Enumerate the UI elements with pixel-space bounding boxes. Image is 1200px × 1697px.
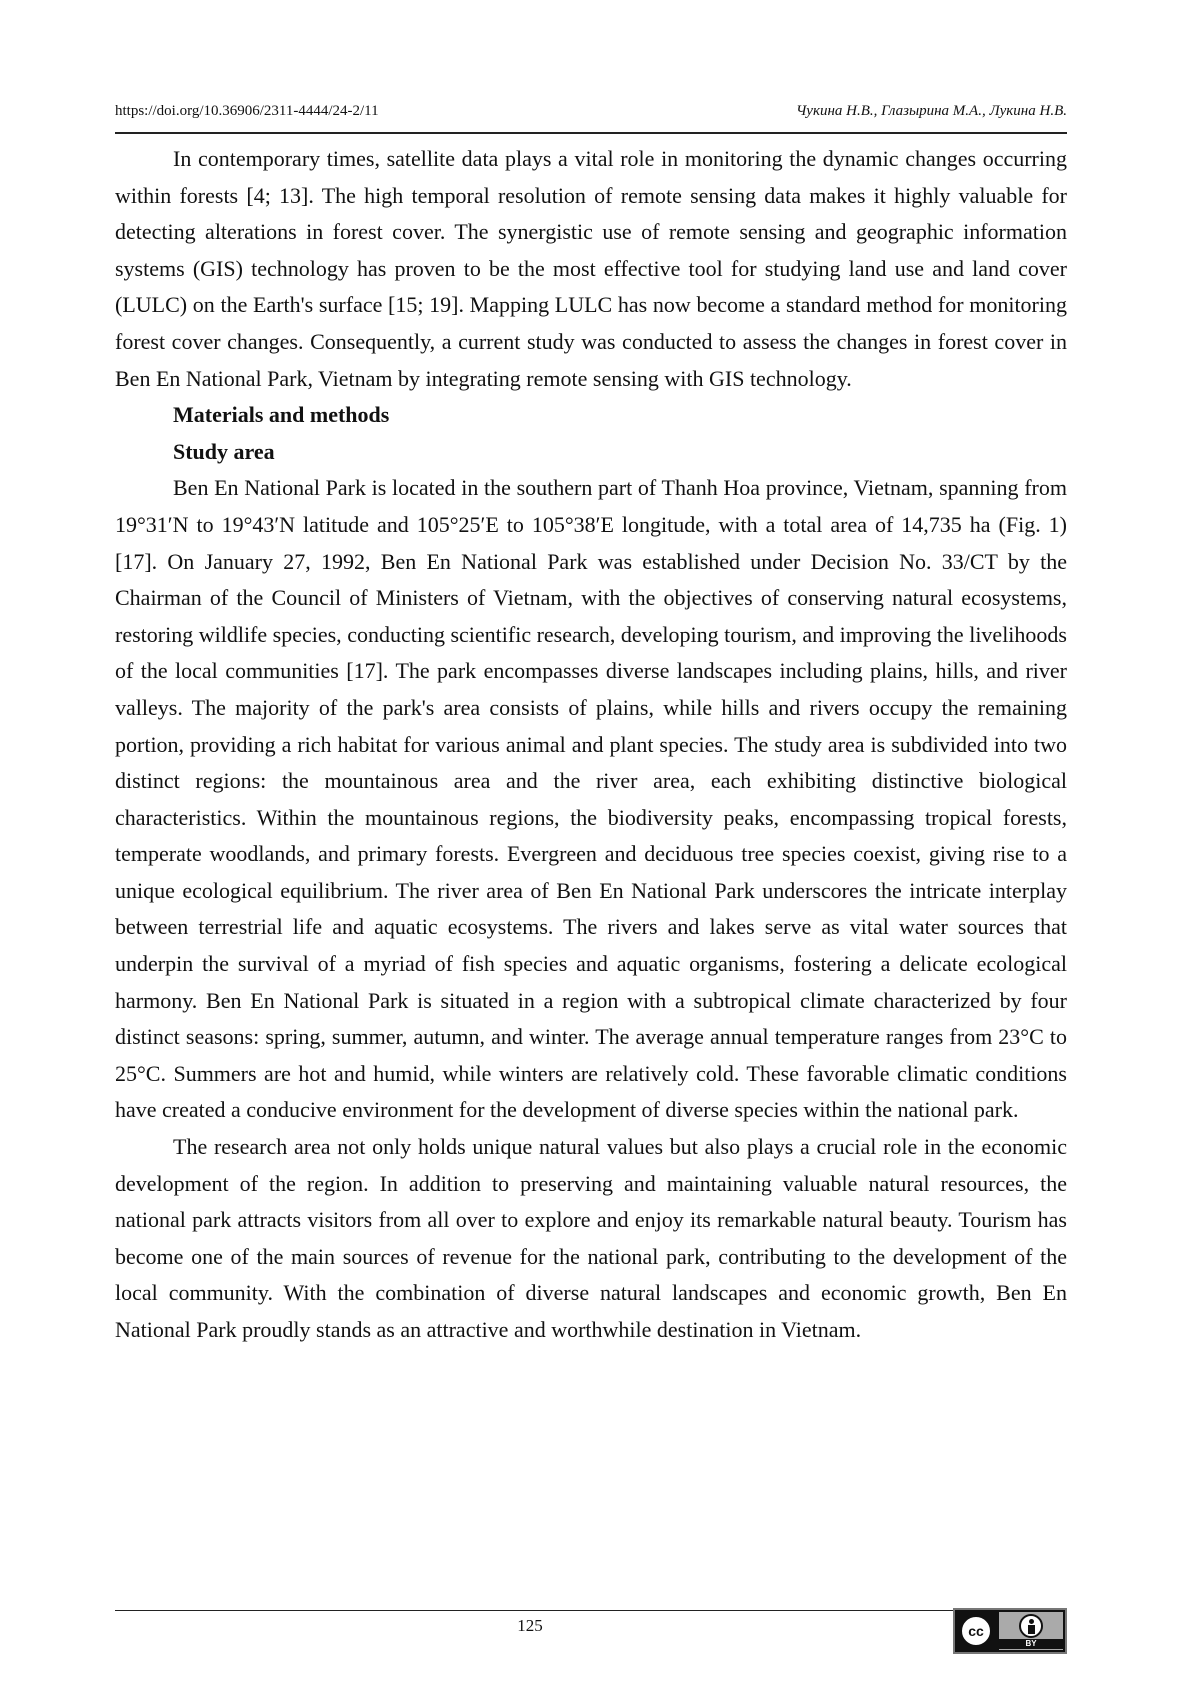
page-header bbox=[115, 103, 1067, 127]
attribution-panel bbox=[999, 1612, 1063, 1650]
header-divider bbox=[115, 132, 1067, 134]
running-authors: Чукина Н.В., Глазырина М.А., Лукина Н.В. bbox=[795, 103, 1067, 119]
article-body bbox=[115, 141, 1067, 1349]
license-by-label: BY bbox=[999, 1639, 1063, 1649]
creative-commons-icon: cc bbox=[959, 1614, 993, 1648]
cc-by-license-badge[interactable] bbox=[953, 1608, 1067, 1654]
doi-link[interactable]: https://doi.org/10.36906/2311-4444/24-2/11 bbox=[115, 103, 379, 119]
page-number: 125 bbox=[517, 1616, 543, 1635]
subsection-heading-study-area: Study area bbox=[173, 438, 275, 464]
paragraph-intro: In contemporary times, satellite data plays a vital role in monitoring the dynamic changes occurring within forests [4; 13]. The high temporal resolution of remote sensing data makes it highly valuable for detecting alterations in forest cover. The synergistic use of remote sensing and geographic information systems (GIS) technology has proven to be the most effective tool for studying land use and land cover (LULC) on the Earth's surface [15; 19]. Mapping LULC has now become a standard method for monitoring forest cover changes. Consequently, a current study was conducted to assess the changes in forest cover in Ben En National Park, Vietnam by integrating remote sensing with GIS technology. bbox=[115, 146, 1067, 391]
attribution-person-icon bbox=[1019, 1614, 1043, 1638]
paragraph-research-area: The research area not only holds unique natural values but also plays a crucial role in the economic development of the region. In addition to preserving and maintaining valuable natural resources, the national park attracts visitors from all over to explore and enjoy its remarkable natural beauty. Tourism has become one of the main sources of revenue for the national park, contributing to the development of the local community. With the combination of diverse natural landscapes and economic growth, Ben En National Park proudly stands as an attractive and worthwhile destination in Vietnam. bbox=[115, 1134, 1067, 1342]
paragraph-study-area: Ben En National Park is located in the southern part of Thanh Hoa province, Vietnam, spanning from 19°31′N to 19°43′N latitude and 105°25′E to 105°38′E longitude, with a total area of 14,735 ha (Fig. 1) [17]. On January 27, 1992, Ben En National Park was established under Decision No. 33/CT by the Chairman of the Council of Ministers of Vietnam, with the objectives of conserving natural ecosystems, restoring wildlife species, conducting scientific research, developing tourism, and improving the livelihoods of the local communities [17]. The park encompasses diverse landscapes including plains, hills, and river valleys. The majority of the park's area consists of plains, while hills and rivers occupy the remaining portion, providing a rich habitat for various animal and plant species. The study area is subdivided into two distinct regions: the mountainous area and the river area, each exhibiting distinctive biological characteristics. Within the mountainous regions, the biodiversity peaks, encompassing tropical forests, temperate woodlands, and primary forests. Evergreen and deciduous tree species coexist, giving rise to a unique ecological equilibrium. The river area of Ben En National Park underscores the intricate interplay between terrestrial life and aquatic ecosystems. The rivers and lakes serve as vital water sources that underpin the survival of a myriad of fish species and aquatic organisms, fostering a delicate ecological harmony. Ben En National Park is situated in a region with a subtropical climate characterized by four distinct seasons: spring, summer, autumn, and winter. The average annual temperature ranges from 23°C to 25°C. Summers are hot and humid, while winters are relatively cold. These favorable climatic conditions have created a conducive environment for the development of diverse species within the national park. bbox=[115, 475, 1067, 1123]
footer-divider bbox=[115, 1610, 953, 1611]
section-heading-materials-methods: Materials and methods bbox=[173, 402, 390, 428]
